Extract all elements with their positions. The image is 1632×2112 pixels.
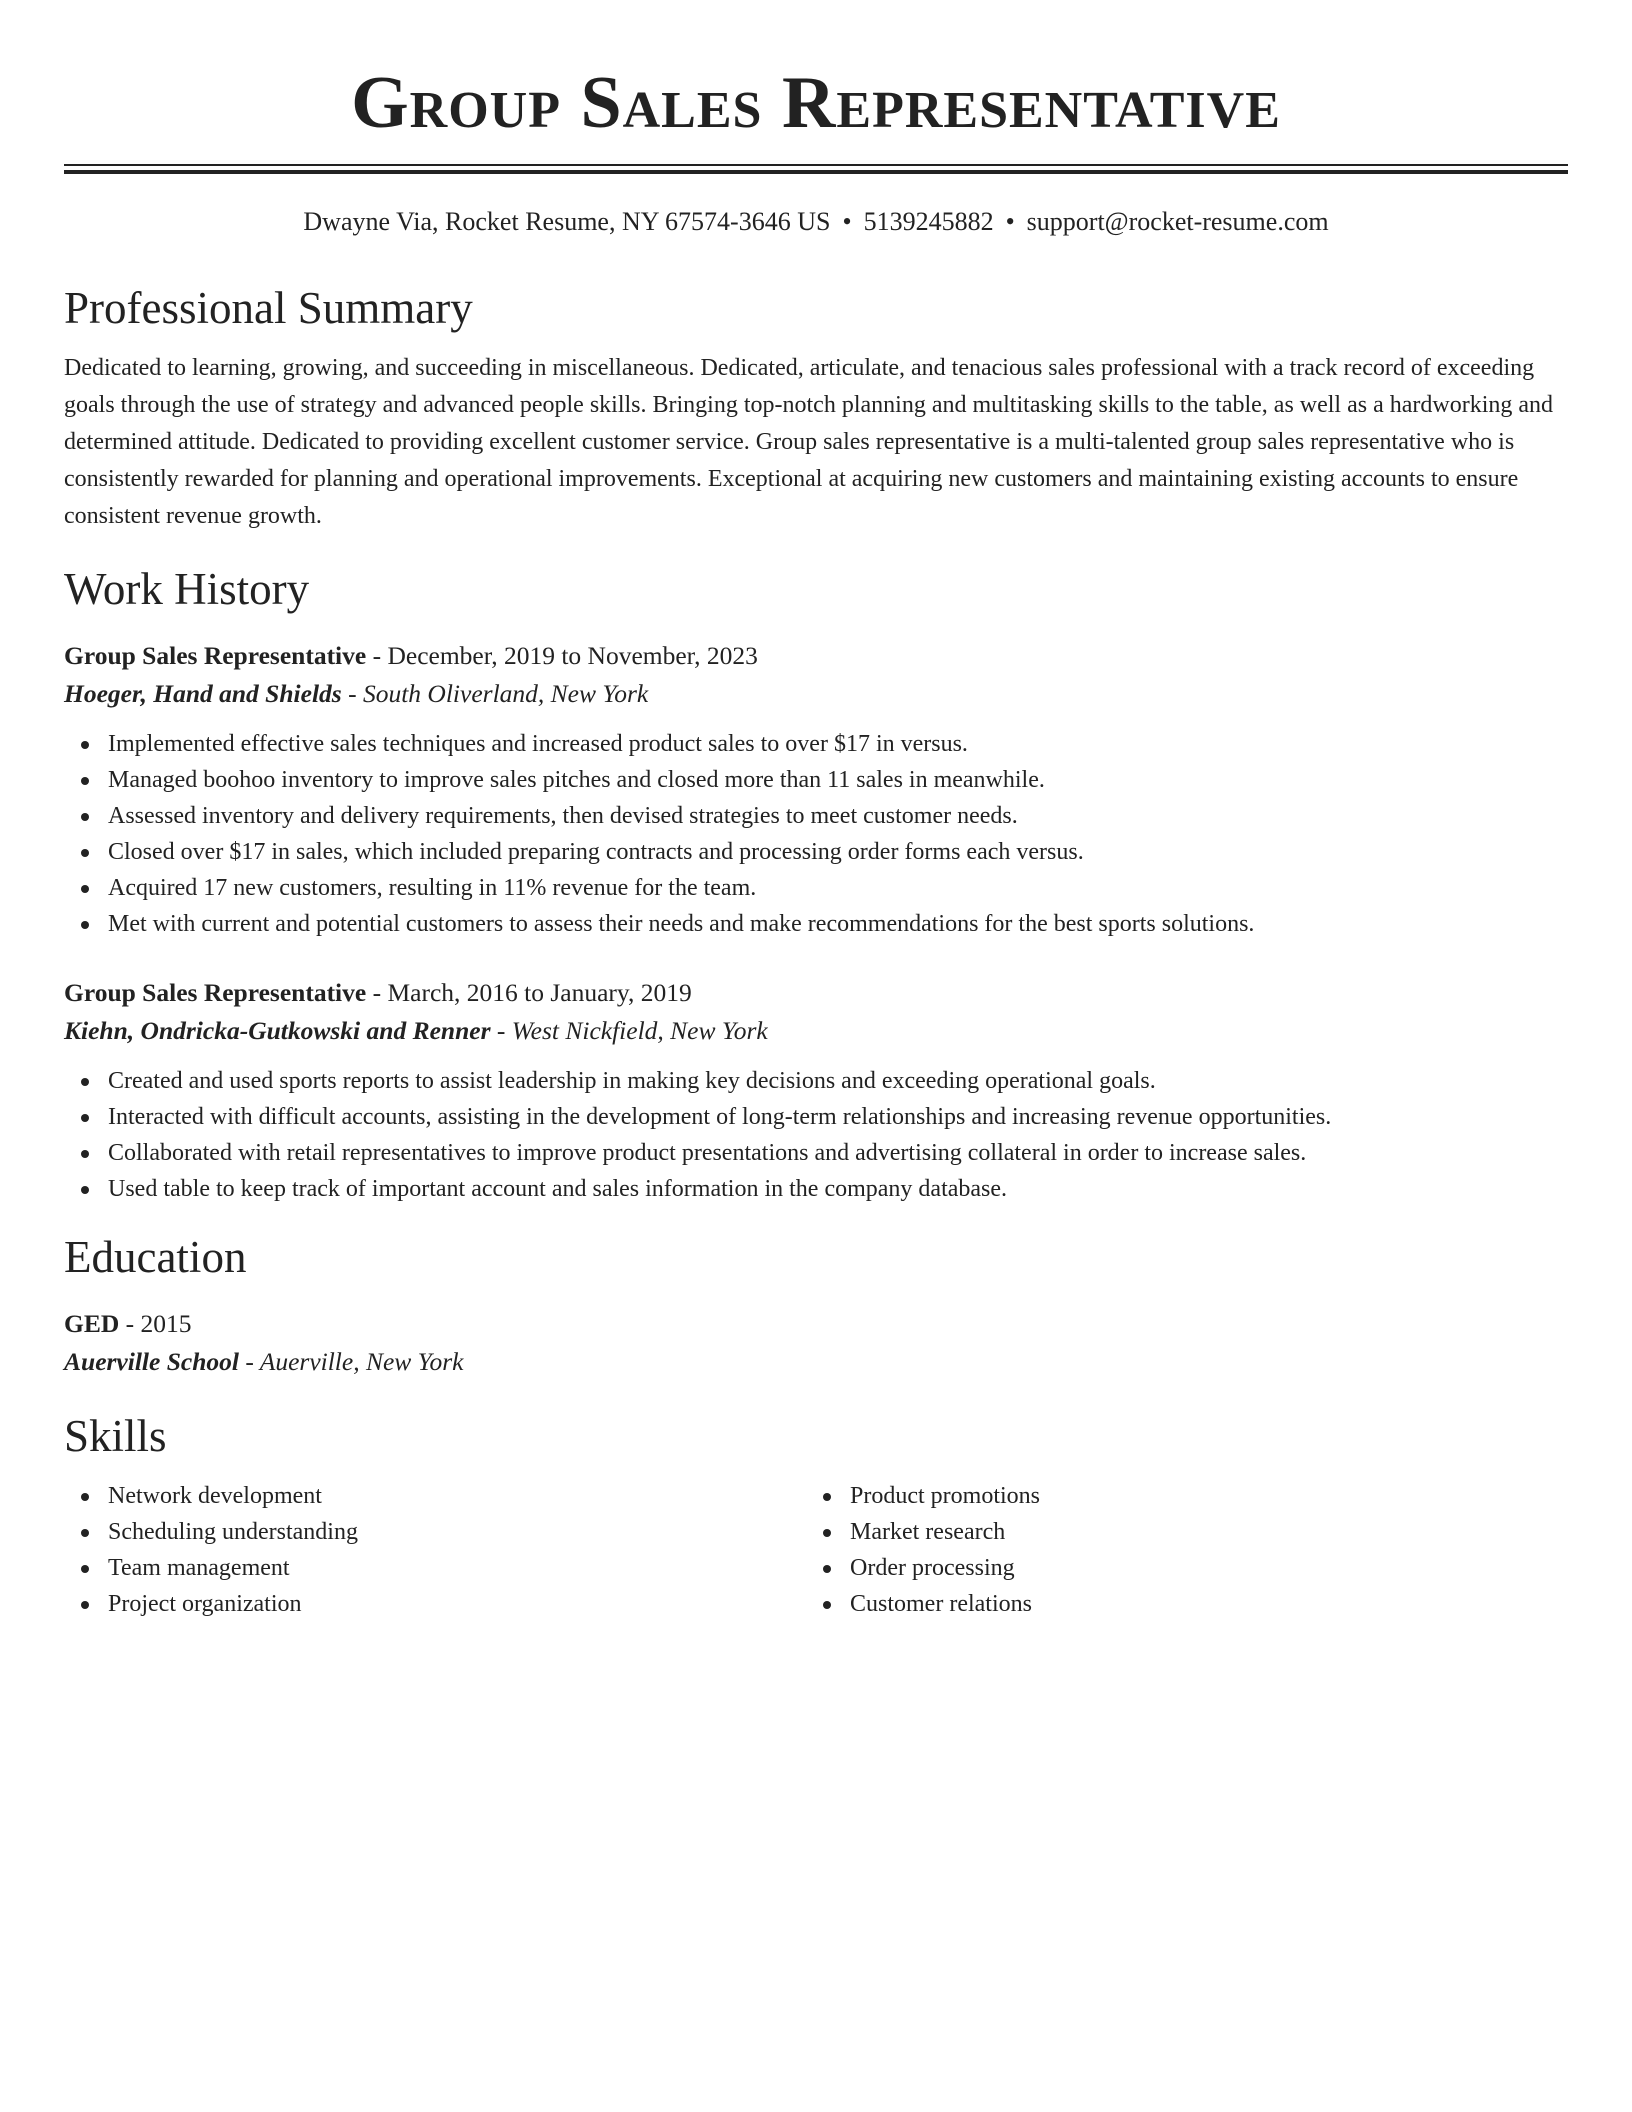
job-bullet: Assessed inventory and delivery requirements, then devised strategies to meet customer needs. (108, 798, 1568, 834)
degree-line (64, 1305, 1568, 1342)
school-line (64, 1342, 1568, 1382)
job-bullets (64, 726, 1568, 942)
skill-item: Market research (850, 1514, 1548, 1550)
job-bullet: Created and used sports reports to assist leadership in making key decisions and exceeding operational goals. (108, 1063, 1568, 1099)
job-role: Group Sales Representative (64, 641, 367, 670)
education-entry (64, 1305, 1568, 1382)
job-bullet: Collaborated with retail representatives to improve product presentations and advertising collateral in order to increase sales. (108, 1135, 1568, 1171)
school-location: - Auerville, New York (238, 1347, 464, 1376)
employer-line (64, 674, 1568, 714)
job-location: - South Oliverland, New York (341, 679, 649, 708)
summary-text: Dedicated to learning, growing, and succeeding in miscellaneous. Dedicated, articulate, and tenacious sales professional with a track record of exceeding goals through the use of strategy and advanced people skills. Bringing top-notch planning and multitasking skills to the table, as well as a hardworking and determined attitude. Dedicated to providing excellent customer service. Group sales representative is a multi-talented group sales representative who is consistently rewarded for planning and operational improvements. Exceptional at acquiring new customers and maintaining existing accounts to ensure consistent revenue growth. (64, 355, 1554, 529)
job-bullet: Acquired 17 new customers, resulting in 11% revenue for the team. (108, 870, 1568, 906)
job-bullet: Closed over $17 in sales, which included preparing contracts and processing order forms each versus. (108, 834, 1568, 870)
job-dates: - December, 2019 to November, 2023 (366, 641, 758, 670)
job-role: Group Sales Representative (64, 978, 367, 1007)
job-entry (64, 974, 1568, 1207)
summary-heading: Professional Summary (64, 283, 473, 333)
job-bullet: Managed boohoo inventory to improve sales pitches and closed more than 11 sales in meanwhile. (108, 762, 1568, 798)
job-bullet: Interacted with difficult accounts, assisting in the development of long-term relationships and increasing revenue opportunities. (108, 1099, 1568, 1135)
contact-address: Dwayne Via, Rocket Resume, NY 67574-3646 US (303, 207, 831, 236)
skills-column-left (64, 1478, 806, 1622)
job-title-line (64, 974, 1568, 1011)
job-title-line (64, 637, 1568, 674)
skill-item: Network development (108, 1478, 806, 1514)
contact-separator: • (1005, 207, 1015, 236)
contact-line (64, 204, 1568, 240)
job-entry (64, 637, 1568, 942)
resume-title: Group Sales Representative (351, 62, 1281, 144)
skill-item: Product promotions (850, 1478, 1548, 1514)
graduation-year: - 2015 (119, 1309, 192, 1338)
job-bullets (64, 1063, 1568, 1207)
employer-line (64, 1011, 1568, 1051)
skill-item: Scheduling understanding (108, 1514, 806, 1550)
skill-item: Customer relations (850, 1586, 1548, 1622)
job-bullet: Met with current and potential customers to assess their needs and make recommendations for the best sports solutions. (108, 906, 1568, 942)
skills-list (64, 1478, 806, 1622)
contact-phone: 5139245882 (863, 207, 994, 236)
job-employer: Kiehn, Ondricka-Gutkowski and Renner (64, 1016, 491, 1045)
job-bullet: Implemented effective sales techniques and increased product sales to over $17 in versus. (108, 726, 1568, 762)
contact-separator: • (842, 207, 852, 236)
job-location: - West Nickfield, New York (490, 1016, 768, 1045)
skills-grid (64, 1478, 1568, 1622)
job-bullet: Used table to keep track of important account and sales information in the company database. (108, 1171, 1568, 1207)
contact-email[interactable]: support@rocket-resume.com (1026, 207, 1329, 236)
degree: GED (64, 1309, 120, 1338)
skills-heading: Skills (64, 1411, 167, 1461)
work-history-heading: Work History (64, 564, 310, 614)
education-heading: Education (64, 1232, 247, 1282)
title-divider (64, 164, 1568, 174)
skills-column-right (806, 1478, 1548, 1622)
job-dates: - March, 2016 to January, 2019 (366, 978, 692, 1007)
skill-item: Project organization (108, 1586, 806, 1622)
skills-list (806, 1478, 1548, 1622)
skill-item: Order processing (850, 1550, 1548, 1586)
job-employer: Hoeger, Hand and Shields (64, 679, 342, 708)
school-name: Auerville School (64, 1347, 239, 1376)
skill-item: Team management (108, 1550, 806, 1586)
